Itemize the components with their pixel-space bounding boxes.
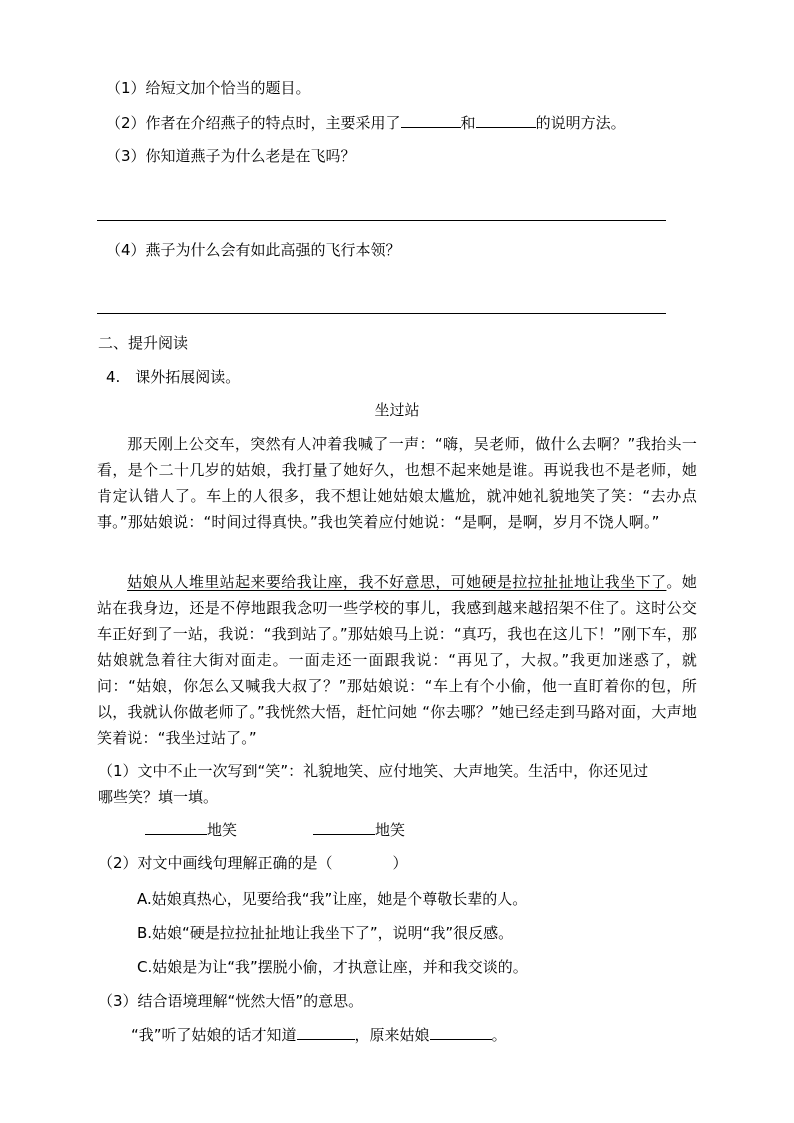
question-1: （1）给短文加个恰当的题目。 (106, 79, 311, 97)
s2-question-3-post: 。 (491, 1026, 507, 1044)
story-paragraph-2-text: 。她站在我身边，还是不停地跟我念叨一些学校的事儿，我感到越来越招架不住了。这时公交车正好到了一站，我说：“我到站了。”那姑娘马上说：“真巧，我也在这儿下！”刚下车，那姑娘就急着往大街对面走。一面走还一面跟我说：“再见了，大叔。”我更加迷惑了，就问：“姑娘，你怎么又喊我大叔了？”那姑娘说：“车上有个小偷，他一直盯着你的包，所以，我就认你做老师了。”我恍然大悟，赶忙问她 “你去哪？”她已经走到马路对面，大声地笑着说：“我坐过站了。” (97, 573, 697, 747)
story-paragraph-1-text: 那天刚上公交车，突然有人冲着我喊了一声：“嗨，吴老师，做什么去啊？”我抬头一看，是个二十几岁的姑娘，我打量了她好久，也想不起来她是谁。再说我也不是老师，她肯定认错人了。车上的人很多，我不想让她姑娘太尴尬，就冲她礼貌地笑了笑：“去办点事。”那姑娘说：“时间过得真快。”我也笑着应付她说：“是啊，是啊，岁月不饶人啊。” (97, 435, 697, 531)
s2-question-1-line-2: 哪些笑？填一填。 (98, 788, 219, 806)
question-4: （4）燕子为什么会有如此高强的飞行本领？ (106, 241, 401, 259)
answer-line[interactable] (97, 220, 666, 221)
option-c[interactable]: C.姑娘是为让“我”摆脱小偷，才执意让座，并和我交谈的。 (137, 958, 528, 976)
answer-blank[interactable] (145, 820, 207, 835)
answer-blank[interactable] (476, 113, 536, 128)
underlined-sentence: 姑娘从人堆里站起来要给我让座，我不好意思，可她硬是拉拉扯扯地让我坐下了 (127, 573, 667, 591)
option-a[interactable]: A.姑娘真热心，见要给我“我”让座，她是个尊敬长辈的人。 (137, 890, 528, 908)
option-b[interactable]: B.姑娘“硬是拉拉扯扯地让我坐下了”，说明“我”很反感。 (137, 924, 514, 942)
fill-item-2-suffix: 地笑 (375, 821, 406, 839)
story-paragraph-2 (97, 569, 697, 751)
fill-item-1 (145, 820, 237, 840)
s2-question-2: （2）对文中画线句理解正确的是（ ） (98, 854, 408, 872)
answer-blank[interactable] (401, 113, 461, 128)
story-title: 坐过站 (374, 401, 420, 419)
question-2-text-pre: （2）作者在介绍燕子的特点时，主要采用了 (106, 114, 401, 132)
answer-blank[interactable] (313, 820, 375, 835)
s2-question-3-pre: “我”听了姑娘的话才知道 (131, 1026, 297, 1044)
fill-item-1-suffix: 地笑 (207, 821, 238, 839)
answer-blank[interactable] (297, 1025, 355, 1040)
s2-question-3-fill (131, 1025, 507, 1045)
s2-question-3-mid: ，原来姑娘 (354, 1026, 430, 1044)
answer-line[interactable] (97, 313, 666, 314)
answer-blank[interactable] (430, 1025, 492, 1040)
question-2-text-mid: 和 (460, 114, 476, 132)
s2-question-3: （3）结合语境理解“恍然大悟”的意思。 (98, 992, 364, 1010)
story-paragraph-1 (97, 431, 697, 535)
section-heading: 二、提升阅读 (98, 334, 189, 352)
item-4-label: 4. 课外拓展阅读。 (106, 368, 241, 386)
fill-item-2 (313, 820, 405, 840)
question-2 (106, 113, 626, 133)
question-3: （3）你知道燕子为什么老是在飞吗？ (106, 147, 356, 165)
question-2-text-post: 的说明方法。 (535, 114, 626, 132)
s2-question-1-line-1: （1）文中不止一次写到“笑”：礼貌地笑、应付地笑、大声地笑。生活中，你还见过 (98, 762, 649, 780)
